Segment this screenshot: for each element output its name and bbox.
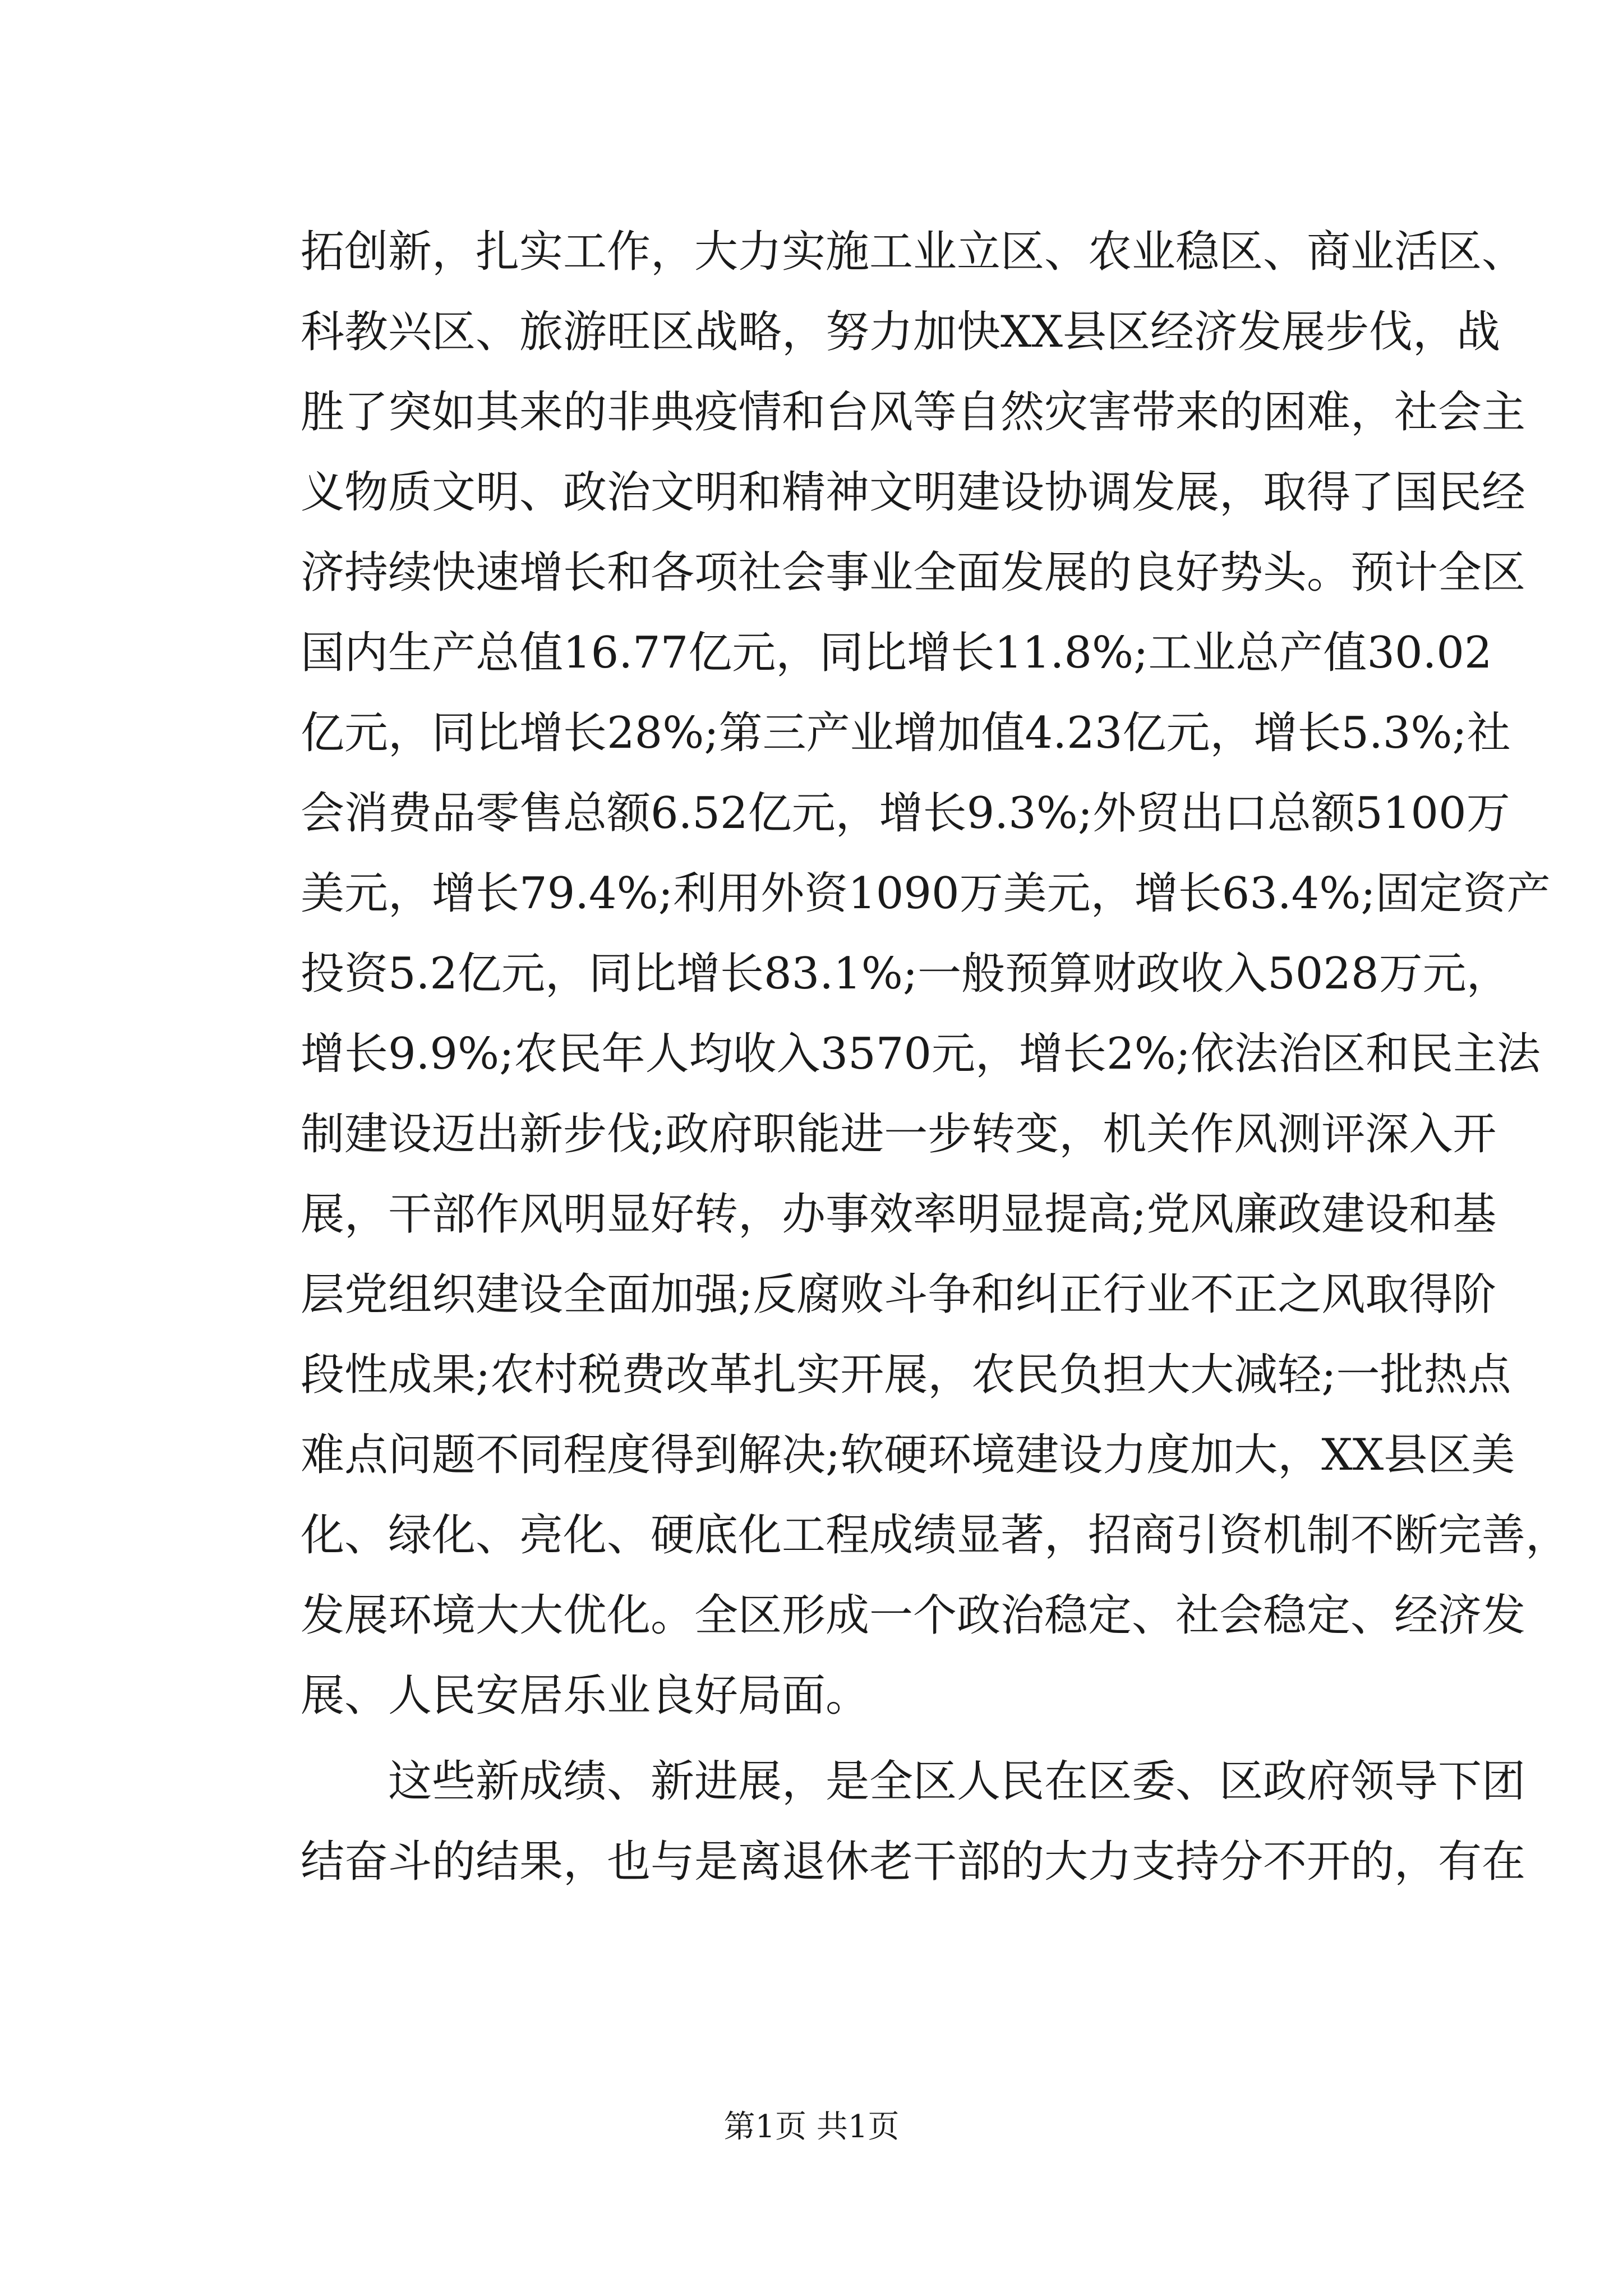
text-line: 义物质文明、政治文明和精神文明建设协调发展，取得了国民经 bbox=[301, 467, 1526, 518]
text-line: 亿元，同比增长28%;第三产业增加值4.23亿元，增长5.3%;社 bbox=[301, 708, 1511, 758]
text-line: 化、绿化、亮化、硬底化工程成绩显著，招商引资机制不断完善， bbox=[301, 1510, 1570, 1561]
text-line: 这些新成绩、新进展，是全区人民在区委、区政府领导下团 bbox=[388, 1756, 1526, 1807]
text-line: 层党组织建设全面加强;反腐败斗争和纠正行业不正之风取得阶 bbox=[301, 1269, 1497, 1320]
paragraph-1 bbox=[301, 212, 1570, 1736]
text-line: 美元，增长79.4%;利用外资1090万美元，增长63.4%;固定资产 bbox=[301, 868, 1551, 919]
text-line: 拓创新，扎实工作，大力实施工业立区、农业稳区、商业活区、 bbox=[301, 227, 1526, 277]
text-line: 展，干部作风明显好转，办事效率明显提高;党风廉政建设和基 bbox=[301, 1189, 1497, 1240]
paragraph-2 bbox=[301, 1742, 1526, 1902]
text-line: 胜了突如其来的非典疫情和台风等自然灾害带来的困难，社会主 bbox=[301, 387, 1526, 438]
page-footer bbox=[0, 2105, 1623, 2150]
document-body bbox=[301, 212, 1570, 1902]
text-line: 制建设迈出新步伐;政府职能进一步转变，机关作风测评深入开 bbox=[301, 1109, 1497, 1159]
text-line: 增长9.9%;农民年人均收入3570元，增长2%;依法治区和民主法 bbox=[301, 1029, 1541, 1079]
page-number-label: 第1页 共1页 bbox=[723, 2109, 900, 2145]
text-line: 国内生产总值16.77亿元，同比增长11.8%;工业总产值30.02 bbox=[301, 628, 1492, 678]
text-line: 科教兴区、旅游旺区战略，努力加快XX县区经济发展步伐，战 bbox=[301, 307, 1501, 357]
text-line: 济持续快速增长和各项社会事业全面发展的良好势头。预计全区 bbox=[301, 547, 1526, 598]
text-line: 投资5.2亿元，同比增长83.1%;一般预算财政收入5028万元， bbox=[301, 949, 1510, 999]
text-line: 会消费品零售总额6.52亿元，增长9.3%;外贸出口总额5100万 bbox=[301, 788, 1510, 839]
paragraph-gap bbox=[301, 1736, 1383, 1742]
text-line: 段性成果;农村税费改革扎实开展，农民负担大大减轻;一批热点 bbox=[301, 1350, 1511, 1400]
text-line: 发展环境大大优化。全区形成一个政治稳定、社会稳定、经济发 bbox=[301, 1590, 1526, 1641]
text-line: 展、人民安居乐业良好局面。 bbox=[301, 1671, 870, 1721]
text-line: 难点问题不同程度得到解决;软硬环境建设力度加大，XX县区美 bbox=[301, 1430, 1515, 1480]
text-line: 结奋斗的结果，也与是离退休老干部的大力支持分不开的，有在 bbox=[301, 1837, 1526, 1887]
